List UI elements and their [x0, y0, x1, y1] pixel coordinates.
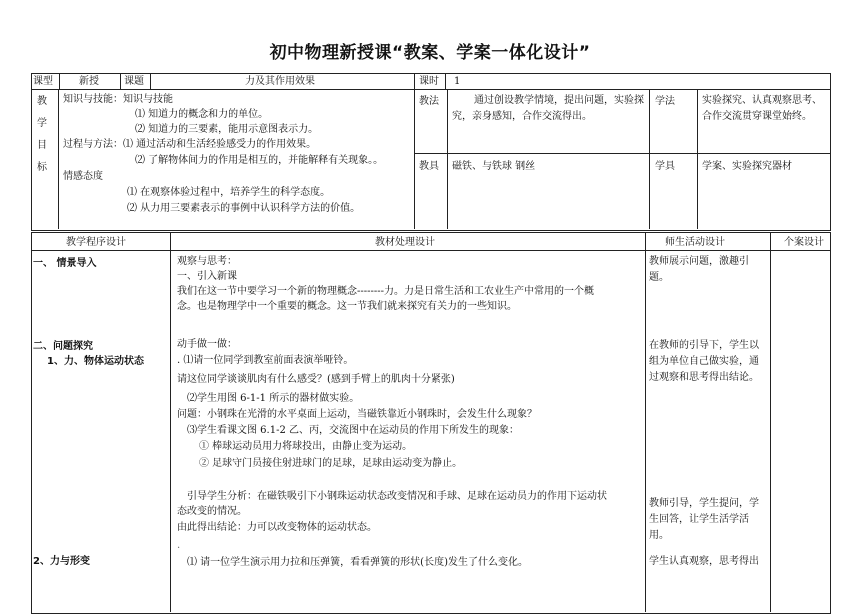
content-line: 我们在这一节中要学习一个新的物理概念--------力。力是日常生活和工农业生产中常用的一个概: [177, 286, 595, 297]
activity-3: 教师引导，学生提问，学生回答，让学生活学活用。: [649, 498, 759, 541]
learn-method-text: 实验探究、认真观察思考、合作交流贯穿课堂始终。: [702, 95, 822, 122]
topic-label: 课题: [124, 76, 144, 87]
teach-tools-text: 磁铁、与铁球 钢丝: [452, 161, 536, 172]
learn-tools-label: 学具: [655, 161, 675, 172]
learn-method-label: 学法: [655, 96, 675, 107]
section-inquiry: 二、问题探究: [33, 341, 93, 352]
content-line: . ⑴请一位同学到教室前面表演举哑铃。: [177, 355, 354, 366]
teach-method-text: 通过创设教学情境，提出问题，实验探究，亲身感知，合作交流得出。: [452, 95, 644, 122]
content-line: ② 足球守门员接住射进球门的足球，足球由运动变为静止。: [199, 458, 463, 469]
content-line: 态改变的情况。: [177, 506, 247, 517]
objective-line: ⑵ 知道力的三要素，能用示意图表示力。: [135, 124, 319, 135]
content-line: 念。也是物理学中一个重要的概念。这一节我们就来探究有关力的一些知识。: [177, 301, 517, 312]
learn-tools-text: 学案、实验探究器材: [702, 161, 792, 172]
type-value: 新授: [79, 76, 99, 87]
content-line: 请这位同学谈谈肌肉有什么感受？(感到手臂上的肌肉十分紧张): [177, 374, 455, 385]
page-title: 初中物理新授课“教案、学案一体化设计”: [269, 43, 591, 63]
content-line: 动手做一做：: [177, 339, 237, 350]
objective-line: ⑴ 在观察体验过程中，培养学生的科学态度。: [127, 187, 331, 198]
content-line: 一、引入新课: [177, 271, 237, 282]
content-line: ⑶学生看课文图 6.1-2 乙、丙，交流图中在运动员的作用下所发生的现象：: [187, 425, 520, 436]
teach-method-label: 教法: [419, 96, 439, 107]
section-force-motion: 1、力、物体运动状态: [47, 356, 144, 367]
hours-label: 课时: [419, 76, 439, 87]
content-line: 问题：小钢珠在光滑的水平桌面上运动，当磁铁靠近小钢珠时，会发生什么现象？: [177, 409, 537, 420]
objective-line: ⑵ 了解物体间力的作用是相互的，并能解释有关现象。。: [135, 155, 384, 166]
objective-line: 情感态度: [63, 171, 103, 182]
content-line: ⑵学生用图 6-1-1 所示的器材做实验。: [187, 393, 360, 404]
column-header-content: 教材处理设计: [375, 237, 435, 248]
topic-value: 力及其作用效果: [245, 76, 315, 87]
content-line: 引导学生分析：在磁铁吸引下小钢珠运动状态改变情况和手球、足球在运动员力的作用下运动状: [187, 491, 607, 502]
hours-value: 1: [454, 76, 461, 87]
objective-line: ⑵ 从力用三要素表示的事例中认识科学方法的价值。: [127, 203, 361, 214]
type-label: 课型: [33, 76, 53, 87]
column-header-case: 个案设计: [784, 237, 824, 248]
section-force-deformation: 2、力与形变: [33, 556, 90, 567]
column-header-activity: 师生活动设计: [665, 237, 725, 248]
section-intro: 一、 情景导入: [33, 258, 97, 269]
objective-line: ⑴ 知道力的概念和力的单位。: [135, 109, 269, 120]
activity-4: 学生认真观察，思考得出: [649, 556, 759, 567]
teach-tools-label: 教具: [419, 161, 439, 172]
content-line: ⑴ 请一位学生演示用力拉和压弹簧，看看弹簧的形状(长度)发生了什么变化。: [187, 557, 528, 568]
objectives-side-label: 教 学 目 标: [37, 96, 47, 173]
content-line: .: [177, 540, 181, 551]
objective-line: 知识与技能：知识与技能: [63, 94, 173, 105]
content-line: ① 棒球运动员用力将球投出，由静止变为运动。: [199, 441, 413, 452]
content-line: 由此得出结论：力可以改变物体的运动状态。: [177, 522, 377, 533]
activity-2: 在教师的引导下，学生以组为单位自己做实验，通过观察和思考得出结论。: [649, 340, 759, 383]
activity-1: 教师展示问题，激趣引题。: [649, 256, 749, 283]
column-header-program: 教学程序设计: [66, 237, 126, 248]
objective-line: 过程与方法：⑴ 通过活动和生活经验感受力的作用效果。: [63, 139, 317, 150]
content-line: 观察与思考：: [177, 256, 237, 267]
